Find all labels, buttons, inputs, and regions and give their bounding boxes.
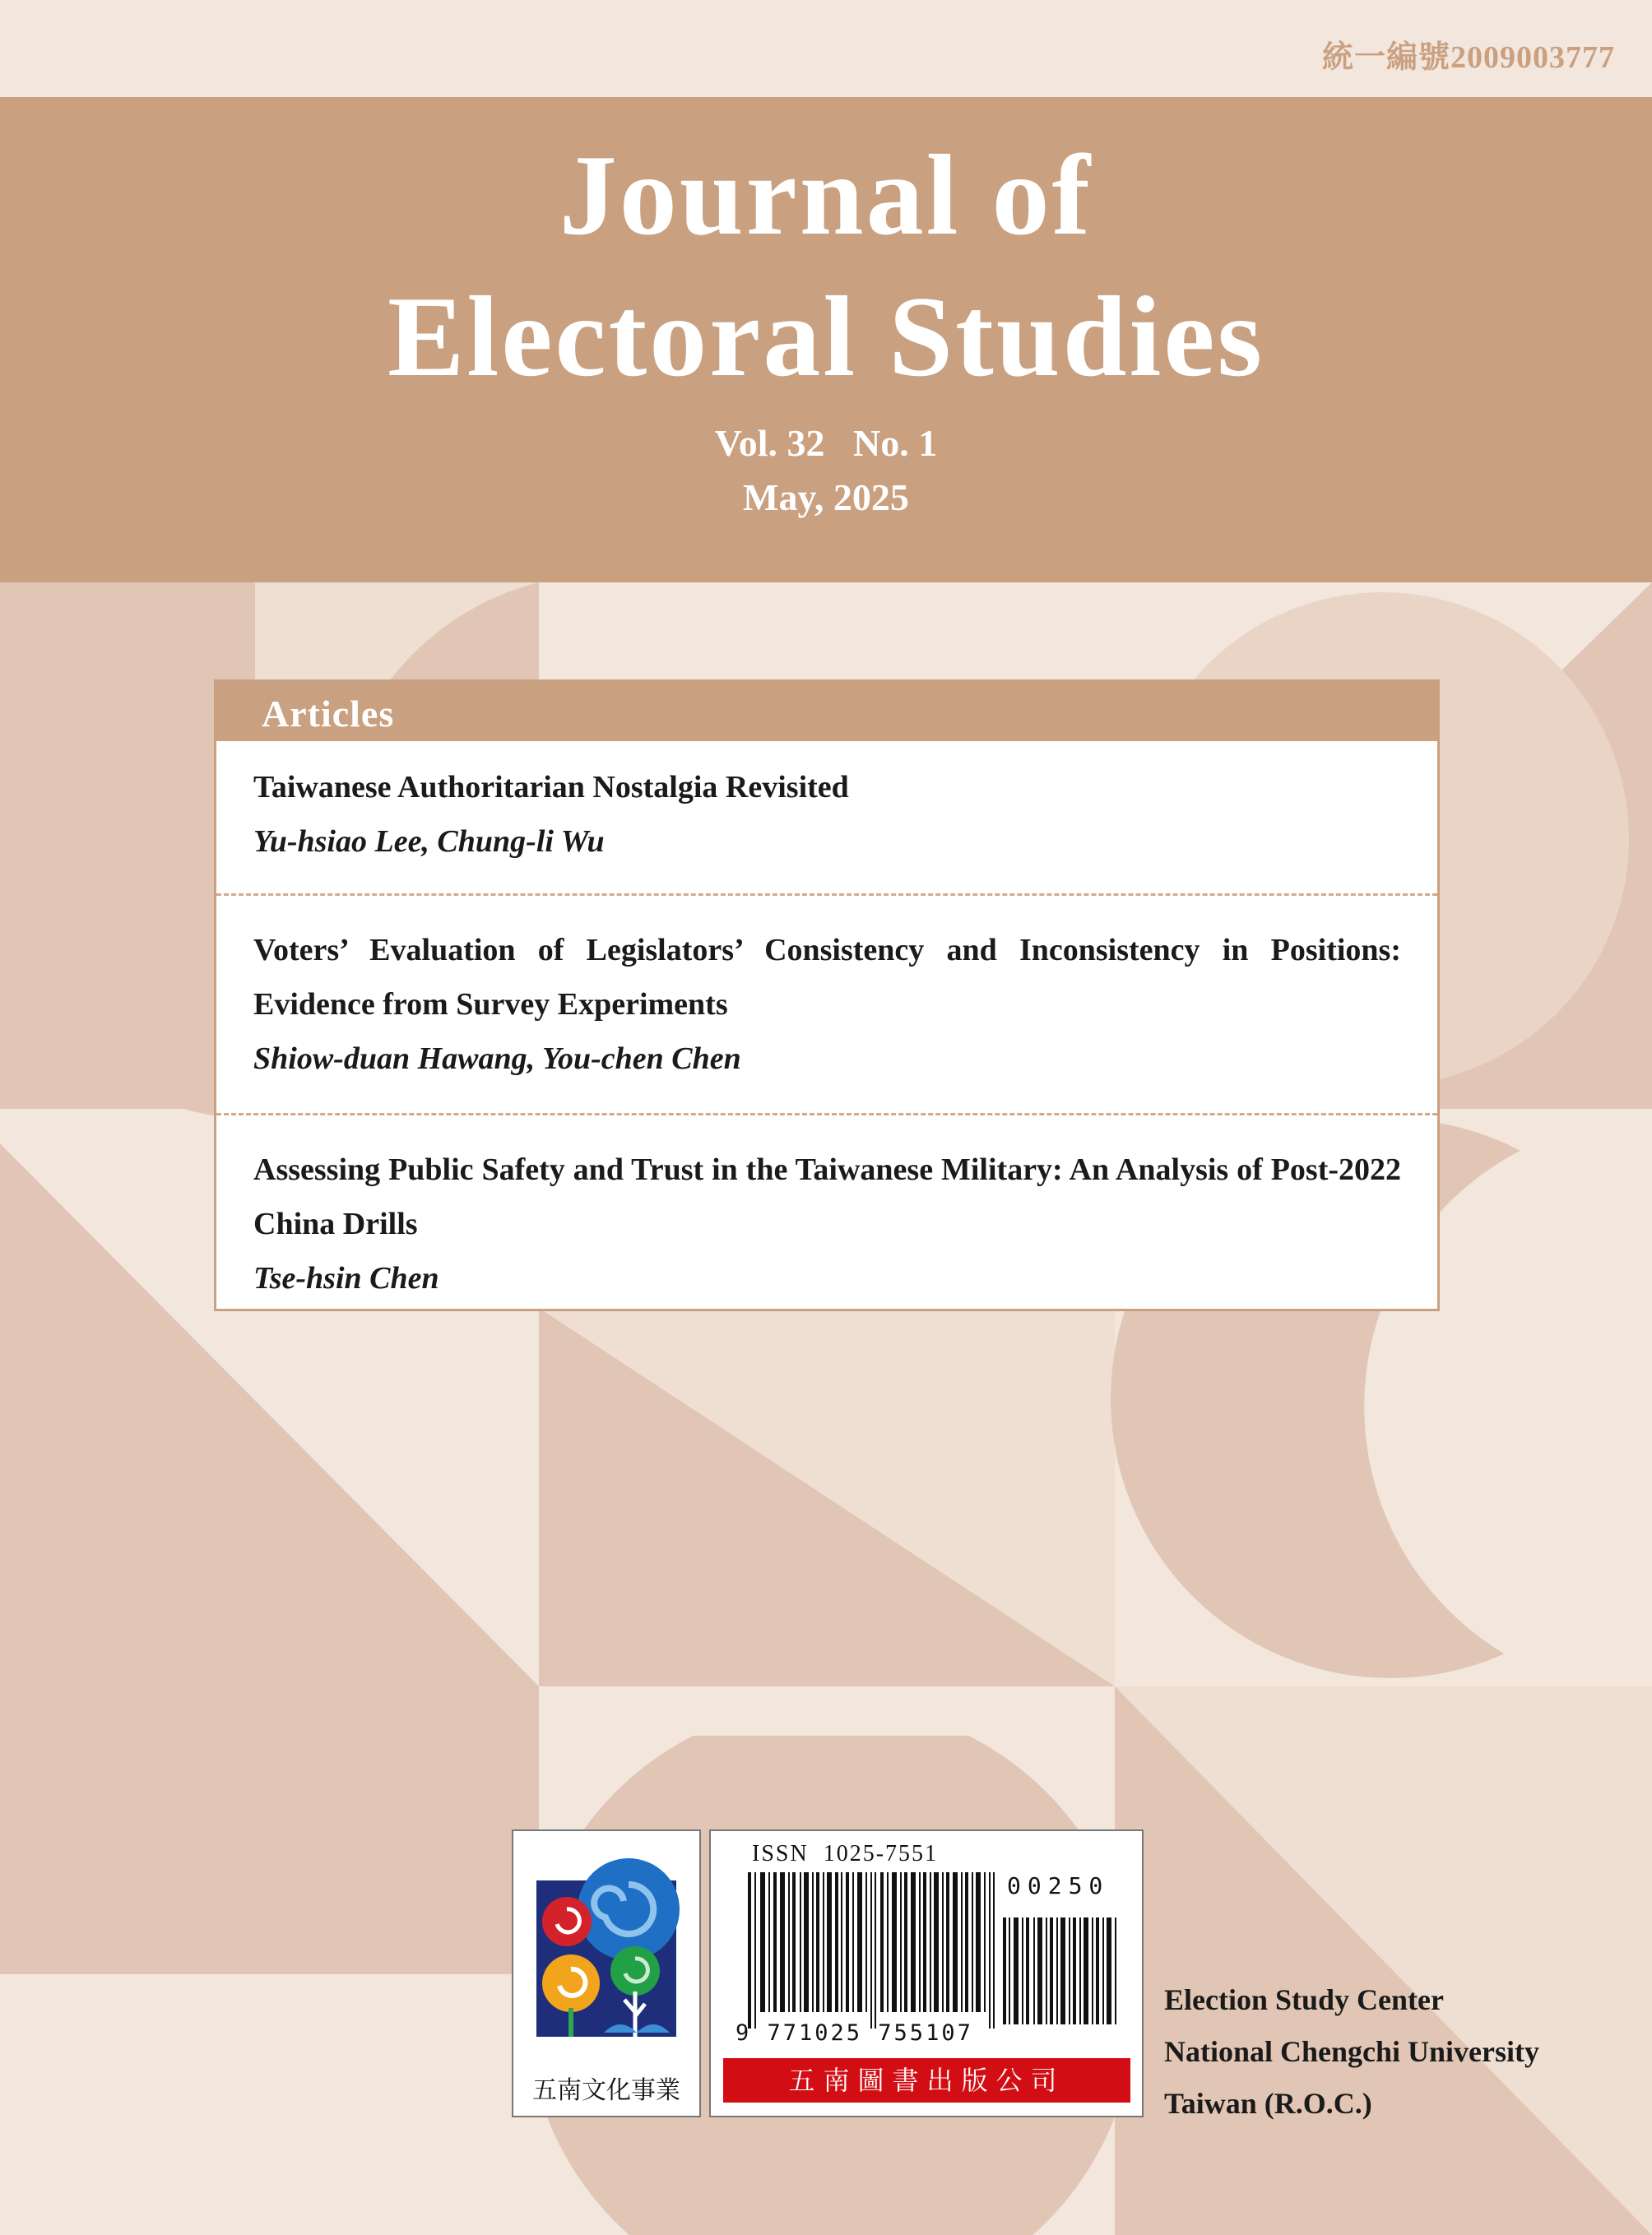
journal-title-line2: Electoral Studies [387, 273, 1265, 401]
articles-heading: Articles [262, 693, 395, 735]
barcode-number: 9 771025 755107 [736, 2020, 973, 2046]
issn-label: ISSN 1025-7551 [752, 1841, 939, 1866]
articles-header [216, 682, 1437, 741]
article-authors: Yu-hsiao Lee, Chung-li Wu [253, 824, 605, 859]
volume-number: Vol. 32 No. 1 [714, 422, 938, 464]
article-3 [253, 1143, 1401, 1305]
publisher-line1: Election Study Center [1164, 1983, 1444, 2016]
registration-number: 統一編號2009003777 [1321, 40, 1615, 75]
article-2 [253, 923, 1401, 1086]
article-authors: Shiow-duan Hawang, You-chen Chen [253, 1041, 741, 1076]
journal-title-line1: Journal of [559, 132, 1093, 259]
article-title: Voters’ Evaluation of Legislators’ Consistency and Inconsistency in Positions: Evidence from Survey Experiments [253, 933, 1401, 1022]
article-title: Assessing Public Safety and Trust in the Taiwanese Military: An Analysis of Post-2022 China Drills [253, 1152, 1401, 1241]
barcode-addon-number: 00250 [1007, 1872, 1110, 1899]
publisher-line3: Taiwan (R.O.C.) [1164, 2087, 1372, 2120]
article-authors: Tse-hsin Chen [253, 1261, 439, 1296]
barcode-card [709, 1829, 1144, 2117]
publisher-logo-icon [513, 1831, 703, 2070]
article-divider [216, 893, 1437, 896]
publisher-logo-card [512, 1829, 701, 2117]
publisher-band-text: 五南圖書出版公司 [788, 2065, 1065, 2096]
publisher-logo-caption: 五南文化事業 [532, 2076, 680, 2105]
publisher-band [723, 2058, 1130, 2103]
publisher-address [1164, 1974, 1539, 2130]
publisher-line2: National Chengchi University [1164, 2035, 1540, 2068]
article-title: Taiwanese Authoritarian Nostalgia Revisited [253, 770, 849, 805]
issue-date: May, 2025 [743, 476, 909, 518]
article-divider [216, 1113, 1437, 1115]
barcode-icon [711, 1868, 1145, 2033]
articles-box [214, 679, 1440, 1311]
article-1 [253, 760, 1401, 869]
